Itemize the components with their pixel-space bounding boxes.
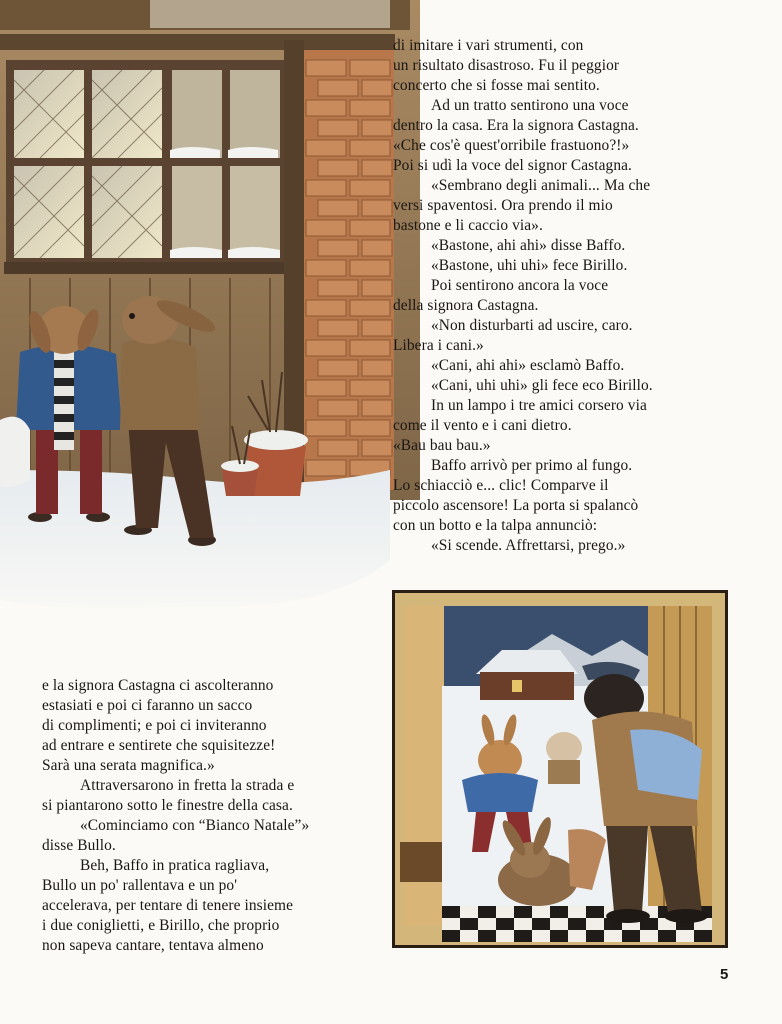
text-line: non sapeva cantare, tentava almeno bbox=[42, 937, 264, 954]
text-line: In un lampo i tre amici corsero via bbox=[431, 397, 647, 414]
text-line: «Sembrano degli animali... Ma che bbox=[431, 177, 651, 194]
text-line: concerto che si fosse mai sentito. bbox=[393, 77, 600, 94]
text-line: «Bastone, uhi uhi» fece Birillo. bbox=[431, 257, 628, 274]
left-text-column bbox=[42, 676, 309, 956]
text-line: si piantarono sotto le finestre della casa. bbox=[42, 797, 293, 814]
text-line: i due coniglietti, e Birillo, che proprio bbox=[42, 917, 280, 934]
text-line: Sarà una serata magnifica.» bbox=[42, 757, 215, 774]
text-line: un risultato disastroso. Fu il peggior bbox=[393, 57, 620, 74]
right-text-column bbox=[393, 36, 653, 556]
page-number: 5 bbox=[720, 966, 729, 983]
text-line: della signora Castagna. bbox=[393, 297, 539, 314]
text-line: Beh, Baffo in pratica ragliava, bbox=[80, 857, 270, 874]
text-line: di imitare i vari strumenti, con bbox=[393, 37, 584, 54]
text-line: dentro la casa. Era la signora Castagna. bbox=[393, 117, 639, 134]
house-rabbits-artwork bbox=[0, 0, 420, 610]
text-line: accelerava, per tentare di tenere insieme bbox=[42, 897, 294, 914]
brick-wall bbox=[304, 50, 394, 490]
text-line: Ad un tratto sentirono una voce bbox=[431, 97, 629, 114]
text-line: Attraversarono in fretta la strada e bbox=[80, 777, 295, 794]
text-line: e la signora Castagna ci ascolteranno bbox=[42, 677, 274, 694]
text-line: «Cominciamo con “Bianco Natale”» bbox=[80, 817, 310, 834]
text-line: disse Bullo. bbox=[42, 837, 116, 854]
text-line: con un botto e la talpa annunciò: bbox=[393, 517, 598, 534]
text-line: versi spaventosi. Ora prendo il mio bbox=[393, 197, 613, 214]
text-line: Baffo arrivò per primo al fungo. bbox=[431, 457, 633, 474]
small-pig bbox=[546, 732, 582, 784]
text-line: «Cani, uhi uhi» gli fece eco Birillo. bbox=[431, 377, 653, 394]
text-line: Poi sentirono ancora la voce bbox=[431, 277, 609, 294]
text-line: Libera i cani.» bbox=[393, 337, 484, 354]
text-line: estasiati e poi ci faranno un sacco bbox=[42, 697, 253, 714]
text-line: di complimenti; e poi ci inviteranno bbox=[42, 717, 267, 734]
text-line: «Che cos'è quest'orribile frastuono?!» bbox=[393, 137, 630, 154]
text-line: Lo schiacciò e... clic! Comparve il bbox=[393, 477, 609, 494]
text-line: Poi si udì la voce del signor Castagna. bbox=[393, 157, 632, 174]
illustration-house-rabbits bbox=[0, 0, 420, 610]
doorway-chase-artwork bbox=[392, 590, 728, 948]
text-line: «Bastone, ahi ahi» disse Baffo. bbox=[431, 237, 626, 254]
text-line: piccolo ascensore! La porta si spalancò bbox=[393, 497, 639, 514]
illustration-doorway-chase bbox=[392, 590, 728, 948]
text-line: «Non disturbarti ad uscire, caro. bbox=[431, 317, 633, 334]
text-line: «Cani, ahi ahi» esclamò Baffo. bbox=[431, 357, 625, 374]
text-line: bastone e li caccio via». bbox=[393, 217, 543, 234]
roof-beam bbox=[0, 34, 395, 50]
text-line: «Si scende. Affrettarsi, prego.» bbox=[431, 537, 626, 554]
text-line: ad entrare e sentirete che squisitezze! bbox=[42, 737, 276, 754]
text-line: «Bau bau bau.» bbox=[393, 437, 491, 454]
text-line: Bullo un po' rallentava e un po' bbox=[42, 877, 238, 894]
text-line: come il vento e i cani dietro. bbox=[393, 417, 572, 434]
